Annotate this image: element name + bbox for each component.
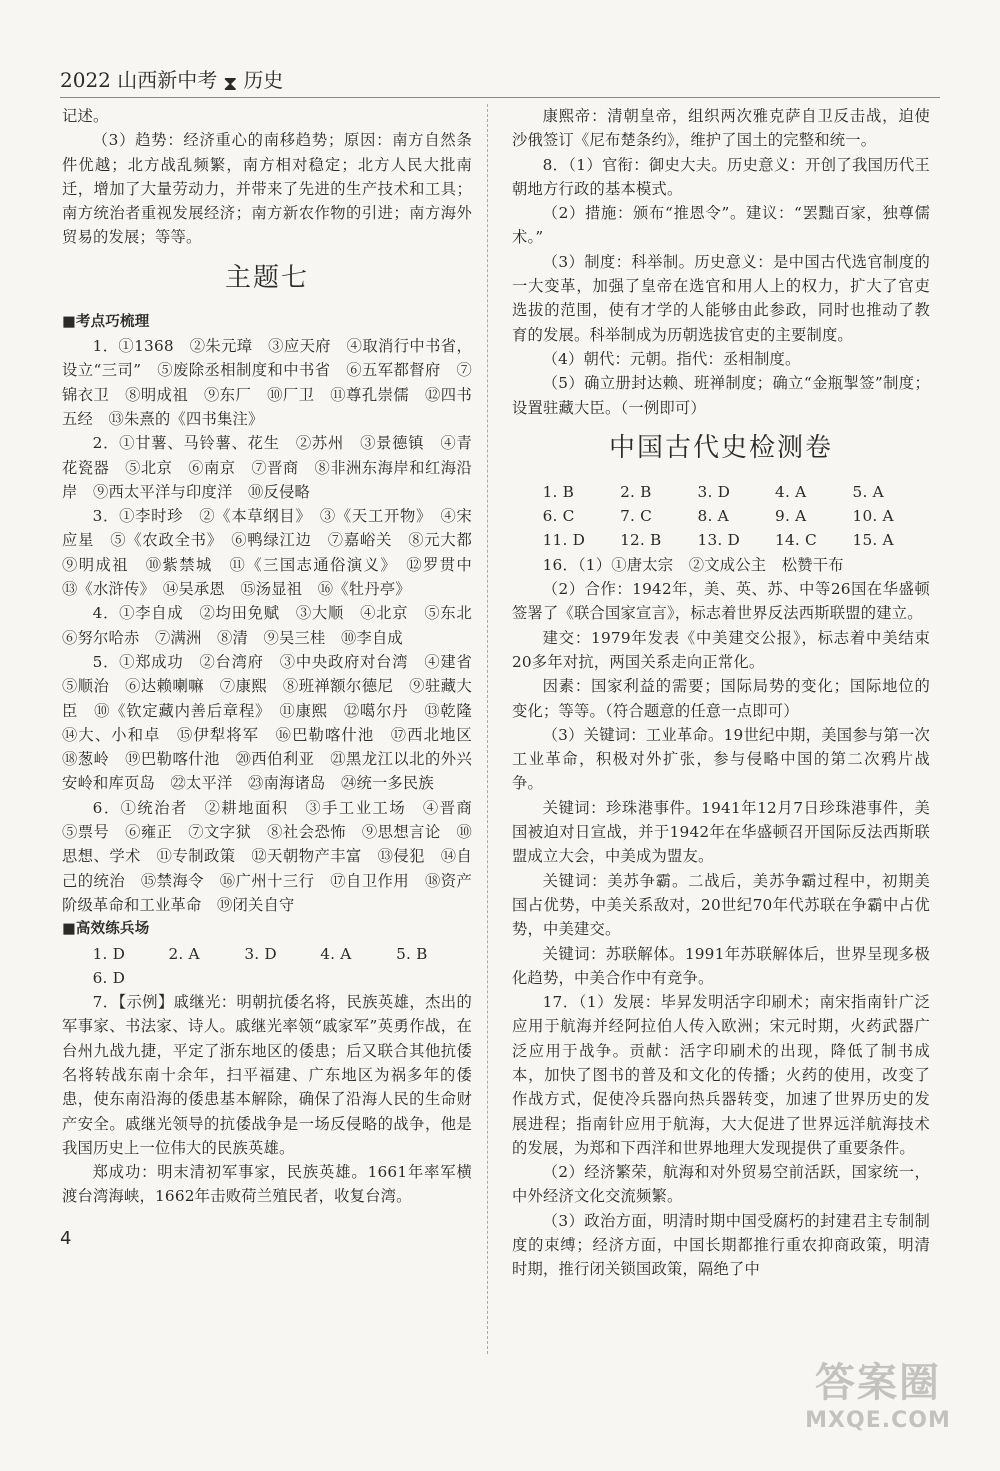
- answer-item: 1. B: [542, 482, 575, 501]
- sub-heading: ■高效练兵场: [62, 921, 150, 938]
- answer-item: 14. C: [775, 531, 817, 550]
- paragraph: 记述。: [62, 107, 109, 125]
- answer-item: 6. D: [92, 968, 126, 987]
- section-title: 中国古代史检测卷: [608, 432, 833, 463]
- answer-item: 9. A: [775, 507, 807, 526]
- answer-grid: [512, 480, 930, 553]
- answer-item: 12. B: [620, 531, 662, 550]
- paragraph: （2）合作：1942年，美、英、苏、中等26国在华盛顿签署了《联合国家宣言》，标志着世界反法西斯联盟的建立。: [512, 580, 930, 623]
- watermark-logo: [778, 1351, 978, 1441]
- answer-item: 7. C: [620, 507, 653, 526]
- paragraph: （3）趋势：经济重心的南移趋势；原因：南方自然条件优越；北方战乱频繁，南方相对稳定；北方人民大批南迁，增加了大量劳动力，并带来了先进的生产技术和工具；南方统治者重视发展经济；南方新农作物的引进；南方海外贸易的发展；等等。: [62, 131, 472, 247]
- paragraph: 郑成功：明末清初军事家，民族英雄。1661年率军横渡台湾海峡，1662年击败荷兰殖民者，收复台湾。: [62, 1163, 472, 1206]
- paragraph: 关键词：苏联解体。1991年苏联解体后，世界呈现多极化趋势，中美合作中有竞争。: [512, 944, 930, 987]
- answer-item: 3. D: [244, 944, 277, 963]
- paragraph: 关键词：美苏争霸。二战后，美苏争霸过程中，初期美国占优势，中美关系敌对，20世纪70年代苏联在争霸中占优势，中美建交。: [512, 871, 930, 939]
- paragraph: 1．①1368 ②朱元璋 ③应天府 ④取消行中书省，设立“三司” ⑤废除丞相制度和中书省 ⑥五军都督府 ⑦锦衣卫 ⑧明成祖 ⑨东厂 ⑩厂卫 ⑪尊孔崇儒 ⑫四书 五经 ⑬朱熹的《四书集注》: [62, 337, 488, 428]
- answer-grid: [62, 942, 472, 991]
- paragraph: 6．①统治者 ②耕地面积 ③手工业工场 ④晋商 ⑤票号 ⑥雍正 ⑦文字狱 ⑧社会恐怖 ⑨思想言论 ⑩思想、学术 ⑪专制政策 ⑫天朝物产丰富 ⑬侵犯 ⑭自己的统治 ⑮禁海令 ⑯广州十三行 ⑰自卫作用 ⑱资产阶级革命和工业革命 ⑲闭关自守: [62, 798, 488, 914]
- answer-item: 4. A: [320, 944, 352, 963]
- paragraph: （3）政治方面，明清时期中国受腐朽的封建君主专制制度的束缚；经济方面，中国长期都推行重农抑商政策，明清时期，推行闭关锁国政策，隔绝了中: [512, 1211, 930, 1279]
- hourglass-icon: ⧗: [223, 71, 238, 95]
- page-number: 4: [60, 1228, 72, 1249]
- answer-item: 8. A: [697, 507, 729, 526]
- paragraph: 因素：国家利益的需要；国际局势的变化；国际地位的变化；等等。（符合题意的任意一点即可）: [512, 677, 930, 720]
- answer-item: 13. D: [697, 531, 741, 550]
- paragraph: （4）朝代：元朝。指代：丞相制度。: [542, 349, 801, 368]
- answer-item: 10. A: [852, 507, 894, 526]
- paragraph: 8．（1）官衔：御史大夫。历史意义：开创了我国历代王朝地方行政的基本模式。: [512, 155, 930, 198]
- section-title: 主题七: [224, 262, 309, 293]
- paragraph: 7．【示例】戚继光：明朝抗倭名将，民族英雄，杰出的军事家、书法家、诗人。戚继光率领“戚家军”英勇作战，在台州九战九捷，平定了浙东地区的倭患；后又联合其他抗倭名将转战东南十余年，扫平福建、广东地区为祸多年的倭患，使东南沿海的倭患基本解除，确保了沿海人民的生命财产安全。戚继光领导的抗倭战争是一场反侵略的战争，他是我国历史上一位伟大的民族英雄。: [62, 993, 472, 1157]
- answer-item: 2. A: [168, 944, 200, 963]
- paragraph: 2．①甘薯、马铃薯、花生 ②苏州 ③景德镇 ④青花瓷器 ⑤北京 ⑥南京 ⑦晋商 ⑧非洲东海岸和红海沿岸 ⑨西太平洋与印度洋 ⑩反侵略: [62, 434, 472, 501]
- paragraph: （3）制度：科举制。历史意义：是中国古代选官制度的一大变革，加强了皇帝在选官和用人上的权力，扩大了官吏选拔的范围，使有才学的人能够由此参政，同时也推动了教育的发展。科举制成为历朝选拔官吏的主要制度。: [512, 252, 930, 344]
- paragraph: （2）经济繁荣，航海和对外贸易空前活跃，国家统一，中外经济文化交流频繁。: [512, 1163, 930, 1206]
- paragraph: 16．（1）①唐太宗 ②文成公主 松赞干布: [542, 555, 844, 574]
- header-subject: 历史: [243, 68, 284, 92]
- paragraph: 康熙帝：清朝皇帝，组织两次雅克萨自卫反击战，迫使沙俄签订《尼布楚条约》，维护了国土的完整和统一。: [512, 107, 930, 150]
- paragraph: 3．①李时珍 ②《本草纲目》 ③《天工开物》 ④宋应星 ⑤《农政全书》 ⑥鸭绿江边 ⑦嘉峪关 ⑧元大都 ⑨明成祖 ⑩紫禁城 ⑪《三国志通俗演义》 ⑫罗贯中 ⑬《水浒传》 ⑭吴承恩 ⑮汤显祖 ⑯《牡丹亭》: [62, 507, 488, 599]
- paragraph: （5）确立册封达赖、班禅制度；确立“金瓶掣签”制度；设置驻藏大臣。（一例即可）: [512, 374, 930, 417]
- paragraph: 关键词：珍珠港事件。1941年12月7日珍珠港事件，美国被迫对日宣战，并于1942年在华盛顿召开国际反法西斯联盟成立大会，中美成为盟友。: [512, 798, 930, 866]
- answer-item: 6. C: [542, 507, 575, 526]
- right-column: [512, 104, 930, 1282]
- watermark-url: MXQE.COM: [805, 1408, 951, 1433]
- answer-item: 3. D: [697, 482, 731, 501]
- left-column: [62, 104, 488, 1209]
- answer-item: 15. A: [852, 531, 894, 550]
- answer-item: 5. A: [852, 482, 884, 501]
- header-title: 2022 山西新中考: [60, 68, 218, 92]
- paragraph: （2）措施：颁布“推恩令”。建议：“罢黜百家，独尊儒术。”: [512, 204, 930, 247]
- answer-item: 5. B: [396, 944, 428, 963]
- sub-heading: ■考点巧梳理: [62, 313, 150, 330]
- answer-item: 1. D: [92, 944, 126, 963]
- answer-item: 11. D: [542, 531, 586, 550]
- paragraph: 5．①郑成功 ②台湾府 ③中央政府对台湾 ④建省 ⑤顺治 ⑥达赖喇嘛 ⑦康熙 ⑧班禅额尔德尼 ⑨驻藏大臣 ⑩《钦定藏内善后章程》 ⑪康熙 ⑫噶尔丹 ⑬乾隆 ⑭大、小和卓 ⑮伊犁将军 ⑯巴勒喀什池 ⑰西北地区 ⑱葱岭 ⑲巴勒喀什池 ⑳西伯利亚 ㉑黑龙江以北的外兴安岭和库页岛 ㉒太平洋 ㉓南海诸岛 ㉔统一多民族: [62, 652, 488, 793]
- watermark-logo-text: 答案圈: [815, 1360, 941, 1406]
- paragraph: 4．①李自成 ②均田免赋 ③大顺 ④北京 ⑤东北 ⑥努尔哈赤 ⑦满洲 ⑧清 ⑨吴三桂 ⑩李自成: [62, 604, 488, 647]
- paragraph: 建交：1979年发表《中美建交公报》，标志着中美结束20多年对抗，两国关系走向正常化。: [512, 628, 930, 671]
- answer-item: 4. A: [775, 482, 807, 501]
- paragraph: 17．（1）发展：毕昇发明活字印刷术；南宋指南针广泛应用于航海并经阿拉伯人传入欧洲；宋元时期，火药武器广泛应用于战争。贡献：活字印刷术的出现，降低了制书成本，加快了图书的普及和文化的传播；火药的使用，改变了作战方式，促使冷兵器向热兵器转变，加速了世界历史的发展进程；指南针应用于航海，大大促进了世界远洋航海技术的发展，为郑和下西洋和世界地理大发现提供了重要条件。: [512, 993, 930, 1157]
- answer-item: 2. B: [620, 482, 652, 501]
- page-header: [60, 58, 940, 98]
- paragraph: （3）关键词：工业革命。19世纪中期，美国参与第一次工业革命，积极对外扩张，参与侵略中国的第二次鸦片战争。: [512, 725, 930, 793]
